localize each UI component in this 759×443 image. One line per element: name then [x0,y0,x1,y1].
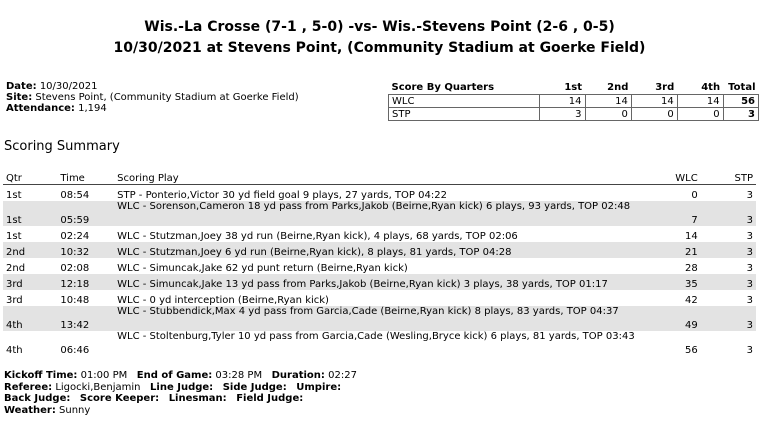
row-wlc: 42 [684,295,698,306]
row-qtr: 4th [3,306,57,331]
duration-value: 02:27 [328,370,357,381]
table-row [3,331,756,356]
site-value: Stevens Point, (Community Stadium at Goerke Field) [35,92,299,103]
row-wlc: 21 [639,242,701,258]
row-time: 10:32 [57,242,114,258]
table-row [3,242,756,258]
table-row [3,258,756,274]
row-stp: 3 [746,295,753,306]
row-qtr: 3rd [3,274,57,290]
table-row [3,306,756,331]
column-header-play: Scoring Play [114,170,638,185]
row-stp: 3 [701,274,756,290]
row-play: WLC - Stoltenburg,Tyler 10 yd pass from Garcia,Cade (Wesling,Bryce kick) 6 plays, 81 yards, TOP 03:43 [117,331,635,342]
sbq-q4: 0 [677,108,723,121]
weather-line: Weather: Sunny [4,404,91,416]
game-footer [4,370,357,416]
date-value: 10/30/2021 [39,81,98,92]
row-time: 08:54 [60,190,90,201]
sbq-header-row [389,81,759,95]
sbq-header-label: Score By Quarters [391,81,495,93]
row-play: WLC - Stubbendick,Max 4 yd pass from Garcia,Cade (Beirne,Ryan kick) 8 plays, 83 yards, TOP 04:37 [114,306,638,331]
sbq-header-q2: 2nd [607,81,629,93]
row-wlc: 56 [684,345,698,356]
row-qtr: 1st [6,231,22,242]
sbq-total: 56 [723,95,758,108]
officials-line-2: Back Judge: Score Keeper: Linesman: Field Judge: [4,393,304,404]
row-time: 10:48 [60,295,90,306]
weather-value: Sunny [59,404,91,416]
sbq-total: 3 [723,108,758,121]
sbq-q4: 14 [677,95,723,108]
row-wlc: 7 [639,201,701,226]
column-header-qtr: Qtr [3,170,57,185]
row-stp: 3 [701,201,756,226]
game-subtitle: 10/30/2021 at Stevens Point, (Community Stadium at Goerke Field) [113,40,646,56]
sbq-q2: 14 [585,95,631,108]
sbq-q1: 3 [539,108,585,121]
row-stp: 3 [746,263,753,274]
row-play: WLC - Simuncak,Jake 62 yd punt return (Beirne,Ryan kick) [117,263,408,274]
row-qtr: 3rd [6,295,23,306]
attendance-line: Attendance: 1,194 [6,103,107,114]
sbq-header-q1: 1st [564,81,583,93]
row-wlc: 49 [639,306,701,331]
sbq-q3: 0 [631,108,677,121]
table-row [3,290,756,306]
kickoff-value: 01:00 PM [80,370,128,381]
score-by-quarters-table [388,81,759,121]
sbq-q2: 0 [585,108,631,121]
sbq-row-wlc [389,95,759,108]
sbq-header-q3: 3rd [655,81,675,93]
row-time: 12:18 [57,274,114,290]
summary-header-row [3,170,756,185]
row-wlc: 14 [684,231,698,242]
row-play: WLC - 0 yd interception (Beirne,Ryan kick) [117,295,329,306]
scoring-summary-table [3,170,756,356]
row-qtr: 2nd [6,263,26,274]
sbq-team: WLC [389,95,540,108]
table-row [3,226,756,242]
row-play: WLC - Simuncak,Jake 13 yd pass from Parks,Jakob (Beirne,Ryan kick) 3 plays, 38 yards, TOP 01:17 [114,274,638,290]
end-value: 03:28 PM [215,370,263,381]
row-wlc: 35 [639,274,701,290]
officials-line-1: Referee: Ligocki,Benjamin Line Judge: Side Judge: Umpire: [4,381,342,393]
row-stp: 3 [701,242,756,258]
sbq-row-stp [389,108,759,121]
date-line: Date: 10/30/2021 [6,81,98,92]
sbq-q1: 14 [539,95,585,108]
sbq-header-q4: 4th [701,81,721,93]
row-time: 02:24 [60,231,90,242]
row-play: WLC - Stutzman,Joey 6 yd run (Beirne,Ryan kick), 8 plays, 81 yards, TOP 04:28 [114,242,638,258]
row-qtr: 1st [6,190,22,201]
sbq-q3: 14 [631,95,677,108]
row-time: 02:08 [60,263,90,274]
row-wlc: 0 [691,190,698,201]
row-qtr: 2nd [3,242,57,258]
row-play: STP - Ponterio,Victor 30 yd field goal 9 plays, 27 yards, TOP 04:22 [117,190,447,201]
table-row [3,185,756,202]
column-header-stp: STP [701,170,756,185]
row-time: 06:46 [60,345,90,356]
row-qtr: 1st [3,201,57,226]
attendance-value: 1,194 [78,103,107,114]
scoring-summary-heading: Scoring Summary [4,139,120,154]
sbq-team: STP [389,108,540,121]
row-stp: 3 [746,231,753,242]
row-time: 13:42 [57,306,114,331]
table-row [3,201,756,226]
row-play: WLC - Sorenson,Cameron 18 yd pass from Parks,Jakob (Beirne,Ryan kick) 6 plays, 93 yards, TOP 02:48 [114,201,638,226]
table-row [3,274,756,290]
row-wlc: 28 [684,263,698,274]
sbq-header-total: Total [728,81,756,93]
row-stp: 3 [746,345,753,356]
row-stp: 3 [701,306,756,331]
game-info [6,81,299,114]
site-line: Site: Stevens Point, (Community Stadium at Goerke Field) [6,92,299,103]
column-header-wlc: WLC [639,170,701,185]
time-line: Kickoff Time: 01:00 PM End of Game: 03:28 PM Duration: 02:27 [4,370,357,381]
game-title: Wis.-La Crosse (7-1 , 5-0) -vs- Wis.-Stevens Point (2-6 , 0-5) [144,19,615,35]
row-time: 05:59 [57,201,114,226]
column-header-time: Time [57,170,114,185]
row-qtr: 4th [6,345,23,356]
referee-value: Ligocki,Benjamin [55,381,141,393]
row-stp: 3 [746,190,753,201]
row-play: WLC - Stutzman,Joey 38 yd run (Beirne,Ryan kick), 4 plays, 68 yards, TOP 02:06 [117,231,518,242]
